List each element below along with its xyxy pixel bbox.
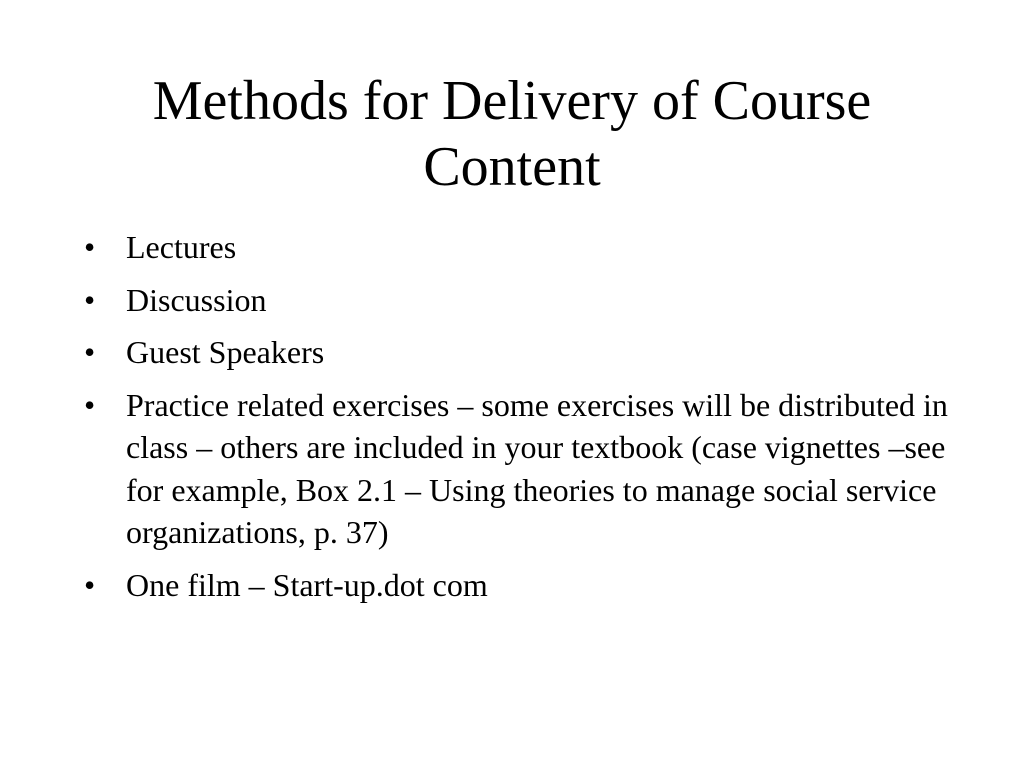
- bullet-icon: •: [84, 334, 96, 370]
- bullet-item-film: [84, 564, 964, 607]
- bullet-text: Discussion: [126, 281, 267, 318]
- bullet-item-guest-speakers: [84, 331, 964, 374]
- bullet-item-discussion: [84, 279, 964, 322]
- bullet-icon: •: [84, 386, 96, 423]
- bullet-text: Practice related exercises – some exercises will be distributed in class – others are included in your textbook (case vignettes –see for example, Box 2.1 – Using theories to manage social service organizations, p. 37): [126, 386, 948, 550]
- bullet-item-practice-exercises: [84, 384, 964, 554]
- bullet-text: Lectures: [126, 229, 237, 265]
- bullet-list: [84, 226, 964, 616]
- bullet-text: One film – Start-up.dot com: [126, 566, 488, 603]
- bullet-icon: •: [84, 566, 96, 603]
- bullet-item-lectures: [84, 226, 964, 269]
- bullet-icon: •: [84, 281, 96, 318]
- slide-title: Methods for Delivery of Course Content: [152, 70, 872, 198]
- bullet-text: Guest Speakers: [126, 334, 325, 370]
- bullet-icon: •: [84, 229, 96, 265]
